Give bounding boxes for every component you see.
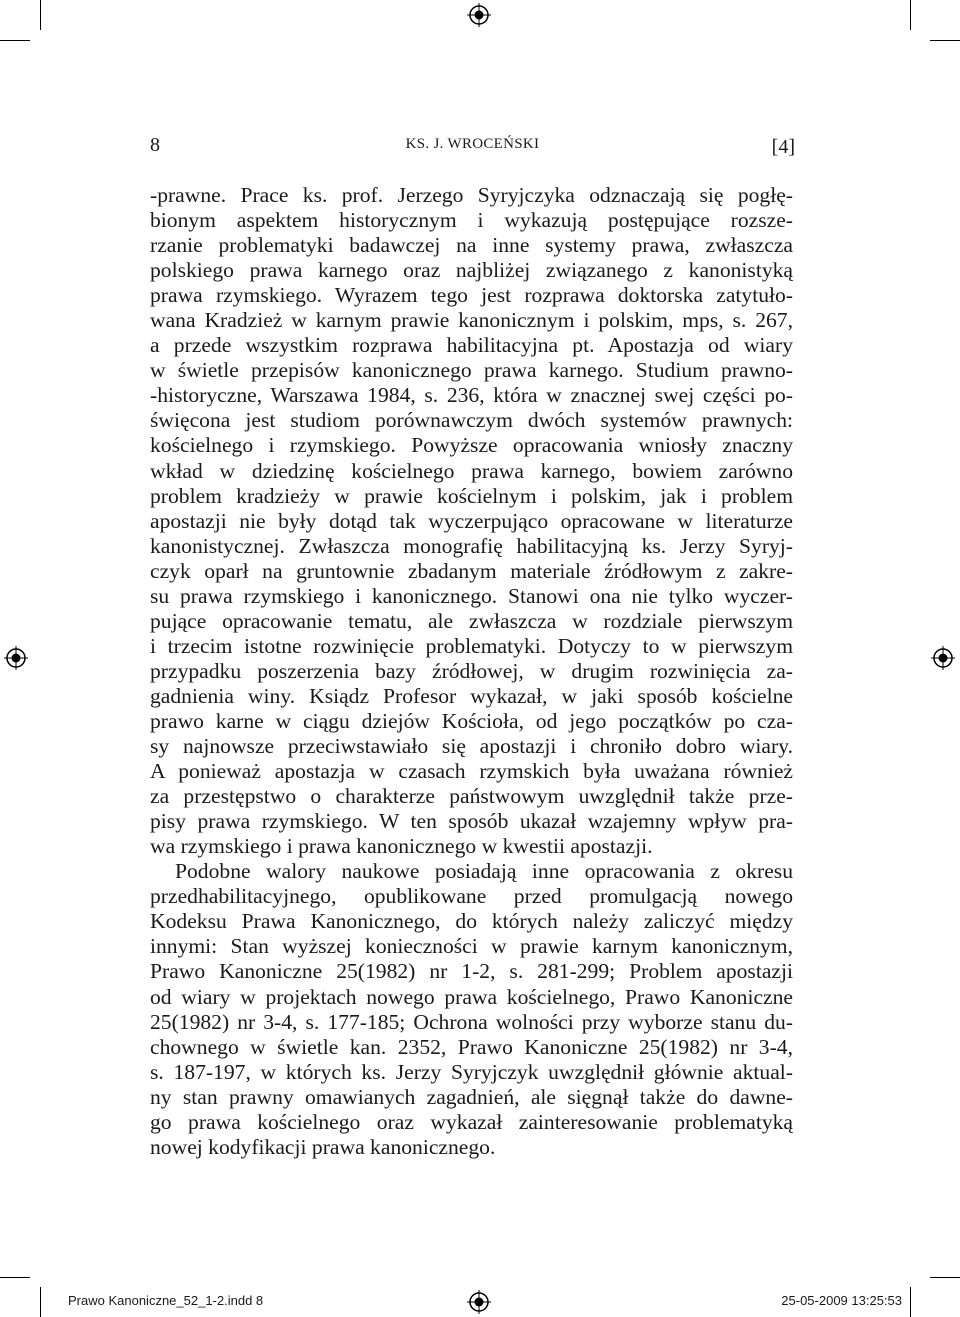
- text-line: ny stan prawny omawianych zagadnień, ale sięgnął także do dawne-: [150, 1084, 793, 1109]
- crop-mark: [0, 1277, 30, 1278]
- page-number: 8: [150, 134, 160, 156]
- registration-mark-icon: [467, 1290, 491, 1314]
- text-line: od wiary w projektach nowego prawa kościelnego, Prawo Kanoniczne: [150, 984, 793, 1009]
- text-line: problem kradzieży w prawie kościelnym i polskim, jak i problem: [150, 483, 793, 508]
- text-line: nowej kodyfikacji prawa kanonicznego.: [150, 1134, 496, 1159]
- text-line: pujące opracowanie tematu, ale zwłaszcza w rozdziale pierwszym: [150, 608, 793, 633]
- text-line: Kodeksu Prawa Kanonicznego, do których należy zaliczyć między: [150, 909, 793, 934]
- registration-mark-icon: [931, 646, 955, 670]
- text-line: kościelnego i rzymskiego. Powyższe opracowania wniosły znaczny: [150, 433, 793, 458]
- text-line: i trzecim istotne rozwinięcie problematyki. Dotyczy to w pierwszym: [150, 633, 793, 658]
- body-text: [150, 183, 793, 1160]
- text-line: za przestępstwo o charakterze państwowym uwzględnił także prze-: [150, 784, 793, 809]
- text-line: kanonistycznej. Zwłaszcza monografię habilitacyjną ks. Jerzy Syryj-: [150, 533, 793, 558]
- text-line: prawa rzymskiego. Wyrazem tego jest rozprawa doktorska zatytuło-: [150, 283, 793, 308]
- text-line: apostazji nie były dotąd tak wyczerpująco opracowane w literaturze: [150, 508, 793, 533]
- text-line: a przede wszystkim rozprawa habilitacyjna pt. Apostazja od wiary: [150, 333, 793, 358]
- text-line: wkład w dziedzinę kościelnego prawa karnego, bowiem zarówno: [150, 458, 793, 483]
- text-line: przypadku poszerzenia bazy źródłowej, w drugim rozwinięcia za-: [150, 658, 793, 683]
- text-line: go prawa kościelnego oraz wykazał zainteresowanie problematyką: [150, 1109, 793, 1134]
- print-slug: Prawo Kanoniczne_52_1-2.indd 8: [68, 1293, 264, 1308]
- crop-mark: [910, 1287, 911, 1317]
- text-line: czyk oparł na gruntownie zbadanym materiale źródłowym z zakre-: [150, 558, 793, 583]
- crop-mark: [0, 40, 30, 41]
- text-line: innymi: Stan wyższej konieczności w prawie karnym kanonicznym,: [150, 934, 793, 959]
- text-line: sy najnowsze przeciwstawiało się apostazji i chroniło dobro wiary.: [150, 734, 793, 759]
- page-header: [150, 130, 795, 160]
- registration-mark-icon: [4, 646, 28, 670]
- crop-mark: [40, 1287, 41, 1317]
- section-reference: [4]: [771, 136, 795, 158]
- running-head: KS. J. WROCEŃSKI: [405, 136, 540, 152]
- text-line: s. 187-197, w których ks. Jerzy Syryjczyk uwzględnił głównie aktual-: [150, 1059, 793, 1084]
- text-line: gadnienia winy. Ksiądz Profesor wykazał, w jaki sposób kościelne: [150, 683, 793, 708]
- text-line: prawo karne w ciągu dziejów Kościoła, od jego początków po cza-: [150, 708, 793, 733]
- registration-mark-icon: [467, 3, 491, 27]
- crop-mark: [930, 1277, 960, 1278]
- crop-mark: [910, 0, 911, 30]
- print-timestamp: 25-05-2009 13:25:53: [781, 1293, 902, 1308]
- text-line: -prawne. Prace ks. prof. Jerzego Syryjczyka odznaczają się pogłę-: [150, 183, 793, 207]
- text-line: 25(1982) nr 3-4, s. 177-185; Ochrona wolności przy wyborze stanu du-: [150, 1009, 793, 1034]
- text-line: A ponieważ apostazja w czasach rzymskich była uważana również: [150, 759, 793, 784]
- text-line: pisy prawa rzymskiego. W ten sposób ukazał wzajemny wpływ pra-: [150, 809, 793, 834]
- text-line: wa rzymskiego i prawa kanonicznego w kwestii apostazji.: [150, 834, 653, 859]
- text-line: rzanie problematyki badawczej na inne systemy prawa, zwłaszcza: [150, 233, 793, 258]
- crop-mark: [930, 40, 960, 41]
- text-line: Podobne walory naukowe posiadają inne opracowania z okresu: [175, 859, 793, 884]
- text-line: wana Kradzież w karnym prawie kanonicznym i polskim, mps, s. 267,: [150, 308, 793, 333]
- text-line: su prawa rzymskiego i kanonicznego. Stanowi ona nie tylko wyczer-: [150, 583, 793, 608]
- text-line: polskiego prawa karnego oraz najbliżej związanego z kanonistyką: [150, 258, 793, 283]
- text-line: bionym aspektem historycznym i wykazują postępujące rozsze-: [150, 208, 793, 233]
- text-line: przedhabilitacyjnego, opublikowane przed promulgacją nowego: [150, 884, 793, 909]
- text-line: w świetle przepisów kanonicznego prawa karnego. Studium prawno-: [150, 358, 793, 383]
- text-line: -historyczne, Warszawa 1984, s. 236, która w znacznej swej części po-: [150, 383, 793, 408]
- crop-mark: [40, 0, 41, 30]
- text-line: Prawo Kanoniczne 25(1982) nr 1-2, s. 281-299; Problem apostazji: [150, 959, 793, 984]
- text-line: chownego w świetle kan. 2352, Prawo Kanoniczne 25(1982) nr 3-4,: [150, 1034, 793, 1059]
- text-line: święcona jest studiom porównawczym dwóch systemów prawnych:: [150, 408, 793, 433]
